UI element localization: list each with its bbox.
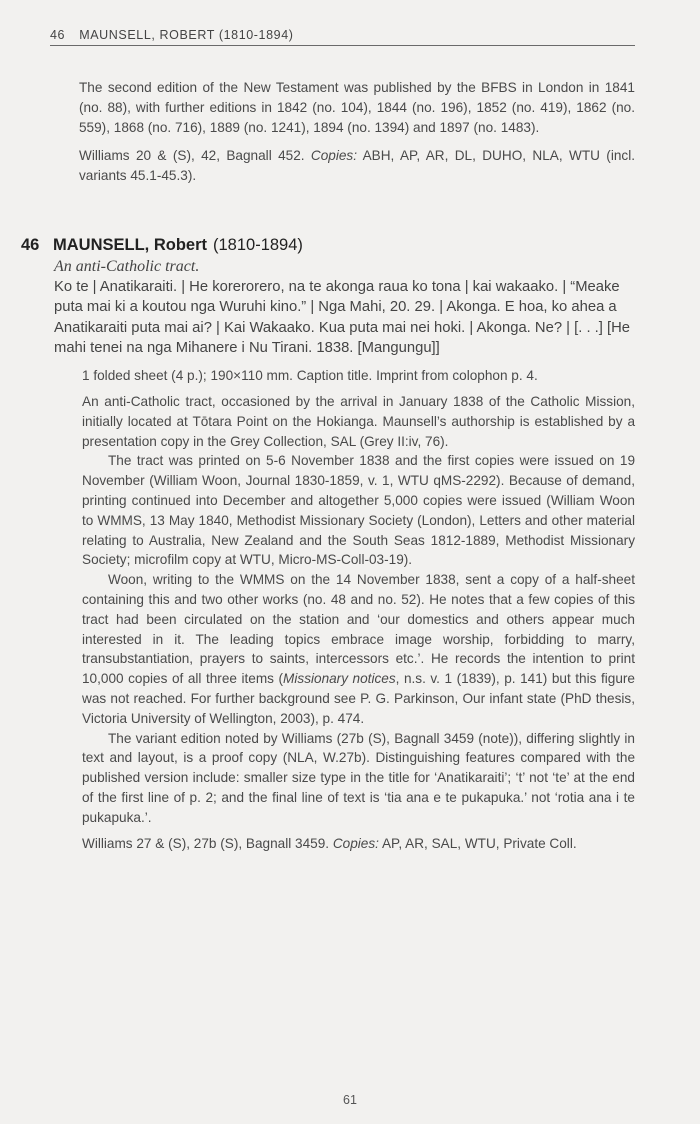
page-folio: 61	[343, 1093, 357, 1107]
entry-note-1: An anti-Catholic tract, occasioned by the arrival in January 1838 of the Catholic Mission, initially located at Tōtara Point on the Hokianga. Maunsell’s authorship is established by a presentation copy in the Grey Collection, SAL (Grey II:iv, 76).	[82, 393, 635, 449]
intro-references	[79, 146, 635, 186]
running-head	[50, 28, 635, 46]
entry-copies-label: Copies:	[332, 835, 379, 851]
entry-title-transcription: Ko te | Anatikaraiti. | He korerorero, na te akonga raua ko tona | kai wakaako. | “Meake puta mai ki a koutou nga Wuruhi kino.” | Nga Mahi, 20. 29. | Akonga. E hoa, ko ahea a Anatikaraiti puta mai ai? | Kai Wakaako. Kua puta mai nei hoki. | Akonga. Ne? | [. . .] [He mahi tenei na nga Mihanere i Nu Tirani. 1838. [Mangungu]]	[54, 279, 631, 356]
entry-author: MAUNSELL, Robert	[53, 236, 207, 254]
entry-short-title: An anti-Catholic tract.	[54, 258, 200, 275]
entry-note-4: The variant edition noted by Williams (27b (S), Bagnall 3459 (note)), differing slightly in text and layout, is a proof copy (NLA, W.27b). Distinguishing features compared with the published version include: smaller size type in the title for ‘Anatikaraiti’; ‘t’ not ‘te’ at the end of the first line of p. 2; and the final line of text is ‘tia ana e te pukapuka.’ not ‘rotia ana i te pukapuka.’.	[82, 730, 635, 825]
entry-note-2: The tract was printed on 5-6 November 1838 and the first copies were issued on 19 November (William Woon, Journal 1830-1859, v. 1, WTU qMS-2292). Because of demand, printing continued into December and altogether 5,000 copies were issued (William Woon to WMMS, 13 May 1840, Methodist Missionary Society (London), Letters and other material relating to Australia, New Zealand and the South Seas 1812-1889, Methodist Missionary Society; microfilm copy at WTU, Micro-MS-Coll-03-19).	[82, 453, 635, 568]
entry-note-3	[82, 570, 635, 728]
intro-paragraph: The second edition of the New Testament was published by the BFBS in London in 1841 (no. 88), with further editions in 1842 (no. 104), 1844 (no. 196), 1852 (no. 419), 1862 (no. 559), 1868 (no. 716), 1889 (no. 1241), 1894 (no. 1394) and 1897 (no. 1483).	[79, 80, 635, 135]
bibliography-entry	[21, 234, 635, 853]
entry-note-3-part-a: Woon, writing to the WMMS on the 14 November 1838, sent a copy of a half-sheet containing this and two other works (no. 48 and no. 52). He notes that a few copies of this tract had been circulated on the station and ‘our domestics and others appear much interested in it. The leading topics embrace image worship, forbidding to marry, transubstantiation, prayers to saints, intercessors etc.’. He records the intention to print 10,000 copies of all three items (	[82, 572, 635, 687]
entry-references	[82, 834, 635, 854]
entry-copies-text: AP, AR, SAL, WTU, Private Coll.	[381, 835, 577, 851]
entry-collation: 1 folded sheet (4 p.); 190×110 mm. Caption title. Imprint from colophon p. 4.	[82, 368, 538, 384]
entry-author-dates: (1810-1894)	[213, 236, 303, 254]
entry-note-3-italic: Missionary notices	[283, 671, 396, 687]
entry-heading	[21, 234, 635, 256]
continued-entry	[79, 78, 635, 186]
running-head-page-number: 46	[50, 28, 66, 42]
entry-number: 46	[21, 236, 40, 254]
intro-refs-text: Williams 20 & (S), 42, Bagnall 452.	[79, 148, 305, 163]
entry-refs-text: Williams 27 & (S), 27b (S), Bagnall 3459.	[82, 835, 330, 851]
intro-copies-label: Copies:	[310, 148, 357, 163]
entry-notes	[82, 366, 635, 853]
intro-copies-text: ABH, AP, AR, DL, DUHO, NLA, WTU (incl. variants 45.1-45.3).	[79, 148, 635, 183]
running-head-title: MAUNSELL, ROBERT (1810-1894)	[79, 28, 294, 42]
entry-note-3-part-b: , n.s. v. 1 (1839), p. 141) but this figure was not reached. For further background see P. G. Parkinson, Our infant state (PhD thesis, Victoria University of Wellington, 2003), p. 474.	[82, 671, 635, 726]
